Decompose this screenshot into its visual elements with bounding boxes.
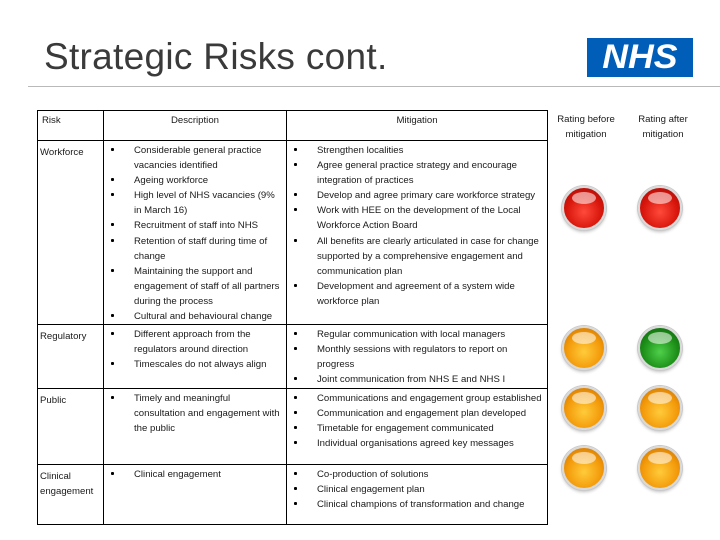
- table-row: [38, 464, 548, 524]
- header-rating-before: Rating before mitigation: [557, 114, 615, 140]
- description-item: Maintaining the support and engagement of staff of all partners during the process: [108, 264, 284, 309]
- mitigation-list: [291, 391, 545, 451]
- mitigation-item: Timetable for engagement communicated: [291, 421, 545, 436]
- mitigation-cell: [287, 464, 548, 524]
- header-mitigation: Mitigation: [287, 111, 548, 141]
- rating-before-red-light: [562, 186, 606, 230]
- risk-name: Regulatory: [38, 325, 104, 388]
- mitigation-item: Regular communication with local managers: [291, 327, 545, 342]
- strategic-risks-table: [37, 110, 548, 525]
- mitigation-item: Clinical engagement plan: [291, 482, 545, 497]
- description-list: [108, 391, 284, 436]
- nhs-logo-text: NHS: [602, 38, 678, 76]
- mitigation-cell: [287, 388, 548, 464]
- description-cell: [104, 325, 287, 388]
- mitigation-item: Clinical champions of transformation and change: [291, 497, 545, 512]
- description-item: High level of NHS vacancies (9% in March 16): [108, 188, 284, 218]
- mitigation-item: Develop and agree primary care workforce strategy: [291, 188, 545, 203]
- description-item: Considerable general practice vacancies identified: [108, 143, 284, 173]
- description-list: [108, 467, 284, 482]
- description-item: Ageing workforce: [108, 173, 284, 188]
- mitigation-item: Co-production of solutions: [291, 467, 545, 482]
- mitigation-list: [291, 467, 545, 512]
- mitigation-item: Agree general practice strategy and encourage integration of practices: [291, 158, 545, 188]
- table-row: [38, 141, 548, 325]
- nhs-logo: [587, 38, 693, 77]
- mitigation-cell: [287, 141, 548, 325]
- title-divider: [28, 86, 720, 87]
- mitigation-item: Communications and engagement group established: [291, 391, 545, 406]
- description-item: Different approach from the regulators around direction: [108, 327, 284, 357]
- mitigation-item: Monthly sessions with regulators to report on progress: [291, 342, 545, 372]
- header-risk: Risk: [38, 111, 104, 141]
- description-cell: [104, 141, 287, 325]
- rating-before-amber-light: [562, 446, 606, 490]
- description-list: [108, 143, 284, 324]
- table-row: [38, 325, 548, 388]
- description-item: Timescales do not always align: [108, 357, 284, 372]
- description-item: Clinical engagement: [108, 467, 284, 482]
- description-item: Cultural and behavioural change: [108, 309, 284, 324]
- rating-after-amber-light: [638, 446, 682, 490]
- description-item: Recruitment of staff into NHS: [108, 218, 284, 233]
- rating-before-amber-light: [562, 326, 606, 370]
- rating-after-amber-light: [638, 386, 682, 430]
- description-cell: [104, 464, 287, 524]
- mitigation-cell: [287, 325, 548, 388]
- risk-name: Clinical engagement: [38, 464, 104, 524]
- mitigation-item: Joint communication from NHS E and NHS I: [291, 372, 545, 387]
- description-cell: [104, 388, 287, 464]
- mitigation-item: Development and agreement of a system wide workforce plan: [291, 279, 545, 309]
- rating-before-amber-light: [562, 386, 606, 430]
- description-list: [108, 327, 284, 372]
- mitigation-item: Strengthen localities: [291, 143, 545, 158]
- slide-title: Strategic Risks cont.: [44, 36, 388, 77]
- table-row: [38, 388, 548, 464]
- rating-after-green-light: [638, 326, 682, 370]
- description-item: Timely and meaningful consultation and engagement with the public: [108, 391, 284, 436]
- mitigation-item: All benefits are clearly articulated in case for change supported by a comprehensive engagement and communication plan: [291, 234, 545, 279]
- rating-after-red-light: [638, 186, 682, 230]
- mitigation-item: Communication and engagement plan developed: [291, 406, 545, 421]
- header-description: Description: [104, 111, 287, 141]
- mitigation-list: [291, 327, 545, 387]
- table-header-row: [38, 111, 548, 141]
- risk-name: Public: [38, 388, 104, 464]
- header-rating-after: Rating after mitigation: [638, 114, 688, 140]
- risk-name: Workforce: [38, 141, 104, 325]
- description-item: Retention of staff during time of change: [108, 234, 284, 264]
- mitigation-list: [291, 143, 545, 309]
- mitigation-item: Work with HEE on the development of the Local Workforce Action Board: [291, 203, 545, 233]
- mitigation-item: Individual organisations agreed key messages: [291, 436, 545, 451]
